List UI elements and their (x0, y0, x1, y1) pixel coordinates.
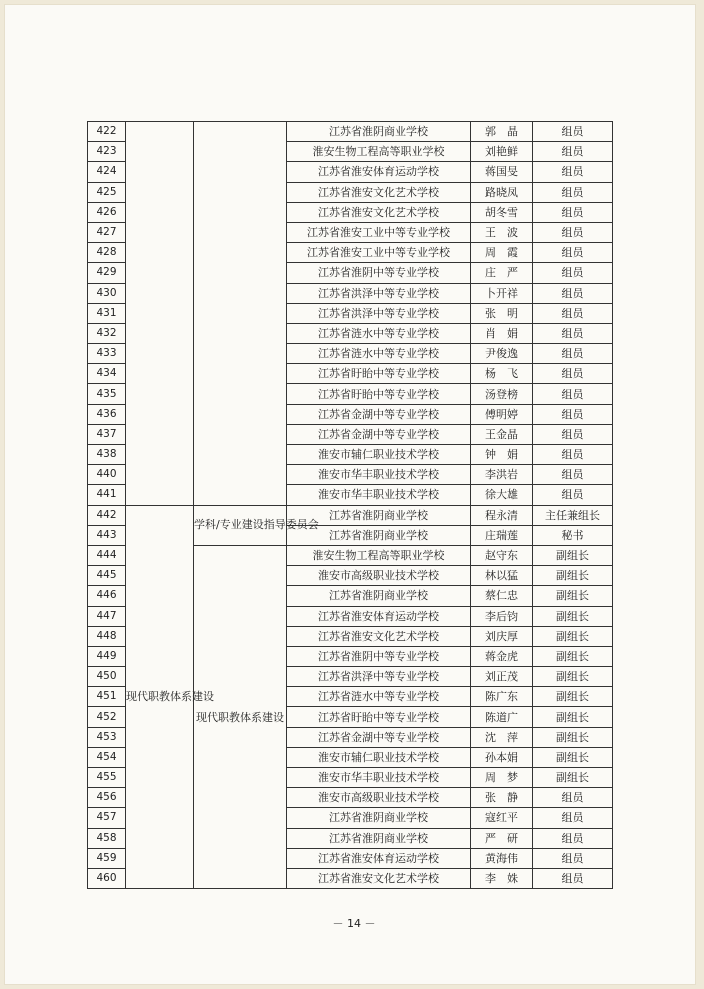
member-name: 胡冬雪 (471, 202, 533, 222)
row-number: 433 (88, 344, 126, 364)
row-number: 435 (88, 384, 126, 404)
member-role: 秘书 (533, 525, 613, 545)
row-number: 437 (88, 424, 126, 444)
member-role: 主任兼组长 (533, 505, 613, 525)
school-name: 江苏省淮安体育运动学校 (287, 606, 471, 626)
subgroup-cell: 学科/专业建设指导委员会 (194, 505, 287, 545)
row-number: 446 (88, 586, 126, 606)
member-name: 张 明 (471, 303, 533, 323)
member-name: 黄海伟 (471, 848, 533, 868)
member-role: 组员 (533, 323, 613, 343)
member-name: 刘正茂 (471, 667, 533, 687)
row-number: 454 (88, 747, 126, 767)
member-role: 组员 (533, 344, 613, 364)
school-name: 江苏省洪泽中等专业学校 (287, 283, 471, 303)
member-name: 周 梦 (471, 768, 533, 788)
school-name: 淮安市华丰职业技术学校 (287, 768, 471, 788)
member-name: 林以猛 (471, 566, 533, 586)
school-name: 江苏省盱眙中等专业学校 (287, 384, 471, 404)
member-name: 徐大雄 (471, 485, 533, 505)
row-number: 451 (88, 687, 126, 707)
member-name: 李洪岩 (471, 465, 533, 485)
row-number: 428 (88, 243, 126, 263)
school-name: 江苏省金湖中等专业学校 (287, 727, 471, 747)
member-name: 李后钧 (471, 606, 533, 626)
group-cell: 现代职教体系建设 (126, 505, 194, 889)
member-name: 寇红平 (471, 808, 533, 828)
school-name: 江苏省淮安文化艺术学校 (287, 626, 471, 646)
row-number: 445 (88, 566, 126, 586)
member-role: 组员 (533, 404, 613, 424)
member-role: 组员 (533, 485, 613, 505)
member-role: 副组长 (533, 727, 613, 747)
school-name: 江苏省淮阴中等专业学校 (287, 263, 471, 283)
member-role: 组员 (533, 828, 613, 848)
row-number: 444 (88, 545, 126, 565)
page-number: － 14 － (332, 917, 376, 930)
member-name: 蒋国旻 (471, 162, 533, 182)
member-name: 陈道广 (471, 707, 533, 727)
member-role: 组员 (533, 424, 613, 444)
member-name: 赵守东 (471, 545, 533, 565)
member-role: 副组长 (533, 566, 613, 586)
roster-body (88, 122, 613, 889)
member-role: 组员 (533, 808, 613, 828)
member-role: 组员 (533, 364, 613, 384)
member-name: 程永清 (471, 505, 533, 525)
member-name: 王 波 (471, 222, 533, 242)
member-role: 组员 (533, 122, 613, 142)
member-name: 蔡仁忠 (471, 586, 533, 606)
group-cell-blank (126, 122, 194, 506)
school-name: 江苏省淮阴商业学校 (287, 808, 471, 828)
member-role: 组员 (533, 848, 613, 868)
school-name: 江苏省淮阴商业学校 (287, 828, 471, 848)
school-name: 淮安市华丰职业技术学校 (287, 465, 471, 485)
row-number: 450 (88, 667, 126, 687)
school-name: 江苏省淮安文化艺术学校 (287, 202, 471, 222)
member-name: 王金晶 (471, 424, 533, 444)
school-name: 江苏省金湖中等专业学校 (287, 404, 471, 424)
member-role: 组员 (533, 283, 613, 303)
member-name: 杨 飞 (471, 364, 533, 384)
member-name: 钟 娟 (471, 445, 533, 465)
member-role: 组员 (533, 263, 613, 283)
subgroup-cell-blank (194, 122, 287, 506)
document-page (4, 4, 696, 985)
row-number: 458 (88, 828, 126, 848)
member-role: 副组长 (533, 747, 613, 767)
school-name: 江苏省盱眙中等专业学校 (287, 364, 471, 384)
school-name: 江苏省淮阴中等专业学校 (287, 646, 471, 666)
member-role: 副组长 (533, 545, 613, 565)
member-role: 组员 (533, 465, 613, 485)
school-name: 江苏省淮安文化艺术学校 (287, 868, 471, 888)
school-name: 江苏省淮阴商业学校 (287, 525, 471, 545)
school-name: 淮安市高级职业技术学校 (287, 566, 471, 586)
school-name: 江苏省洪泽中等专业学校 (287, 303, 471, 323)
school-name: 江苏省淮阴商业学校 (287, 122, 471, 142)
member-role: 组员 (533, 788, 613, 808)
member-role: 副组长 (533, 626, 613, 646)
row-number: 429 (88, 263, 126, 283)
row-number: 438 (88, 445, 126, 465)
table-row (88, 122, 613, 142)
member-role: 组员 (533, 182, 613, 202)
school-name: 江苏省淮阴商业学校 (287, 586, 471, 606)
member-name: 刘艳鲜 (471, 142, 533, 162)
school-name: 淮安市高级职业技术学校 (287, 788, 471, 808)
school-name: 江苏省金湖中等专业学校 (287, 424, 471, 444)
member-role: 副组长 (533, 707, 613, 727)
row-number: 425 (88, 182, 126, 202)
school-name: 江苏省淮安工业中等专业学校 (287, 222, 471, 242)
row-number: 424 (88, 162, 126, 182)
member-role: 副组长 (533, 586, 613, 606)
row-number: 456 (88, 788, 126, 808)
member-role: 组员 (533, 303, 613, 323)
school-name: 江苏省淮安文化艺术学校 (287, 182, 471, 202)
subgroup-cell: 现代职教体系建设 (194, 545, 287, 888)
member-name: 卜开祥 (471, 283, 533, 303)
school-name: 江苏省盱眙中等专业学校 (287, 707, 471, 727)
row-number: 453 (88, 727, 126, 747)
member-role: 组员 (533, 142, 613, 162)
member-role: 副组长 (533, 646, 613, 666)
member-name: 李 姝 (471, 868, 533, 888)
row-number: 441 (88, 485, 126, 505)
member-role: 副组长 (533, 606, 613, 626)
member-name: 沈 萍 (471, 727, 533, 747)
member-role: 副组长 (533, 768, 613, 788)
member-role: 组员 (533, 202, 613, 222)
school-name: 江苏省淮安工业中等专业学校 (287, 243, 471, 263)
member-role: 副组长 (533, 667, 613, 687)
member-role: 组员 (533, 222, 613, 242)
member-name: 孙本娟 (471, 747, 533, 767)
row-number: 449 (88, 646, 126, 666)
row-number: 434 (88, 364, 126, 384)
member-role: 组员 (533, 384, 613, 404)
row-number: 443 (88, 525, 126, 545)
member-role: 组员 (533, 162, 613, 182)
school-name: 淮安市华丰职业技术学校 (287, 485, 471, 505)
row-number: 440 (88, 465, 126, 485)
member-role: 副组长 (533, 687, 613, 707)
member-role: 组员 (533, 445, 613, 465)
school-name: 淮安市辅仁职业技术学校 (287, 445, 471, 465)
row-number: 432 (88, 323, 126, 343)
school-name: 江苏省淮安体育运动学校 (287, 848, 471, 868)
school-name: 江苏省淮安体育运动学校 (287, 162, 471, 182)
row-number: 422 (88, 122, 126, 142)
member-role: 组员 (533, 243, 613, 263)
table-row (88, 505, 613, 525)
row-number: 455 (88, 768, 126, 788)
school-name: 淮安市辅仁职业技术学校 (287, 747, 471, 767)
school-name: 江苏省洪泽中等专业学校 (287, 667, 471, 687)
member-name: 路晓凤 (471, 182, 533, 202)
row-number: 427 (88, 222, 126, 242)
member-role: 组员 (533, 868, 613, 888)
member-name: 傅明婷 (471, 404, 533, 424)
member-name: 庄瑞莲 (471, 525, 533, 545)
row-number: 430 (88, 283, 126, 303)
member-name: 郭 晶 (471, 122, 533, 142)
member-name: 蒋金虎 (471, 646, 533, 666)
school-name: 江苏省淮阴商业学校 (287, 505, 471, 525)
row-number: 431 (88, 303, 126, 323)
school-name: 淮安生物工程高等职业学校 (287, 545, 471, 565)
member-name: 严 研 (471, 828, 533, 848)
row-number: 459 (88, 848, 126, 868)
row-number: 436 (88, 404, 126, 424)
school-name: 江苏省涟水中等专业学校 (287, 323, 471, 343)
row-number: 423 (88, 142, 126, 162)
member-name: 庄 严 (471, 263, 533, 283)
row-number: 452 (88, 707, 126, 727)
row-number: 447 (88, 606, 126, 626)
row-number: 426 (88, 202, 126, 222)
member-name: 刘庆厚 (471, 626, 533, 646)
school-name: 淮安生物工程高等职业学校 (287, 142, 471, 162)
member-name: 肖 娟 (471, 323, 533, 343)
member-name: 周 霞 (471, 243, 533, 263)
school-name: 江苏省涟水中等专业学校 (287, 344, 471, 364)
member-name: 张 静 (471, 788, 533, 808)
member-roster-table (87, 121, 613, 889)
school-name: 江苏省涟水中等专业学校 (287, 687, 471, 707)
member-name: 陈广东 (471, 687, 533, 707)
row-number: 442 (88, 505, 126, 525)
member-name: 汤登榜 (471, 384, 533, 404)
row-number: 448 (88, 626, 126, 646)
member-name: 尹俊逸 (471, 344, 533, 364)
row-number: 460 (88, 868, 126, 888)
row-number: 457 (88, 808, 126, 828)
